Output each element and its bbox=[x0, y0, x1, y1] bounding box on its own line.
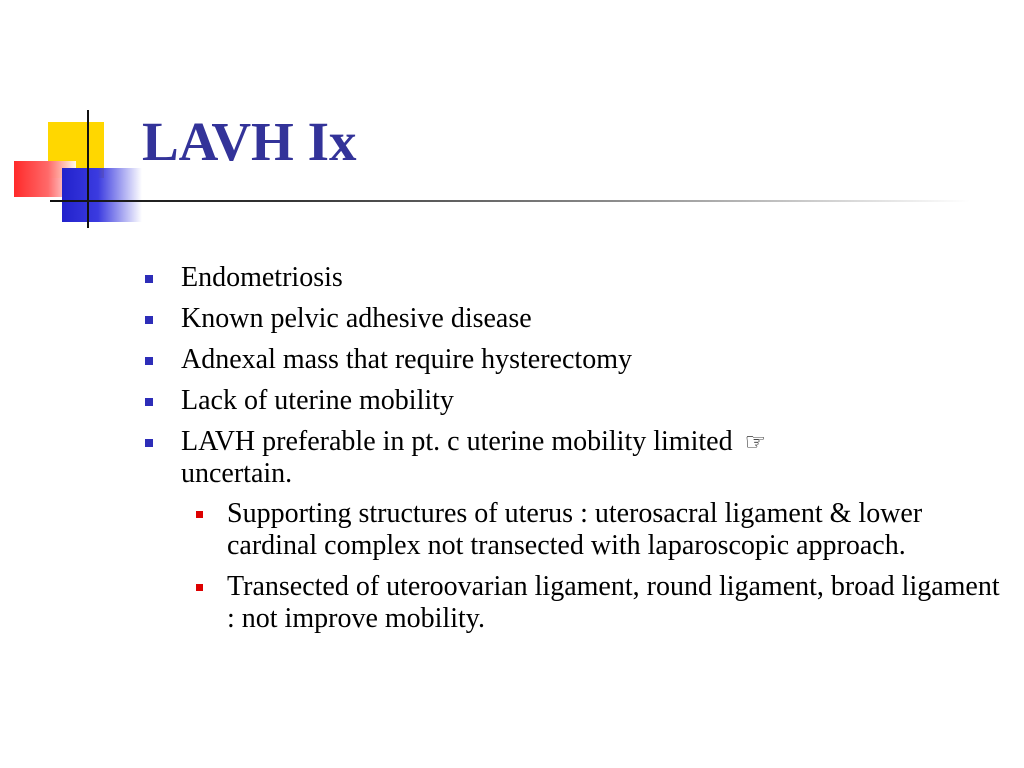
bullet-text: Known pelvic adhesive disease bbox=[181, 303, 532, 334]
decorative-blue-square bbox=[62, 168, 142, 222]
square-bullet-icon bbox=[145, 398, 153, 406]
bullet-text: Endometriosis bbox=[181, 262, 343, 293]
square-bullet-icon bbox=[196, 584, 203, 591]
decorative-vertical-line bbox=[87, 110, 89, 228]
sub-bullet-text: Supporting structures of uterus : uterosacral ligament & lower cardinal complex not transected with laparoscopic approach. bbox=[227, 498, 923, 561]
title-underline bbox=[50, 200, 970, 202]
sub-bullet-text: Transected of uteroovarian ligament, round ligament, broad ligament : not improve mobility. bbox=[227, 571, 1000, 634]
sub-bullet-item bbox=[181, 571, 1010, 635]
slide-title: LAVH Ix bbox=[142, 111, 357, 172]
bullet-text: LAVH preferable in pt. c uterine mobility limited bbox=[181, 426, 733, 457]
bullet-text: Lack of uterine mobility bbox=[181, 385, 454, 416]
bullet-text: Adnexal mass that require hysterectomy bbox=[181, 344, 632, 375]
square-bullet-icon bbox=[145, 439, 153, 447]
pointing-hand-icon: ☞ bbox=[744, 428, 767, 456]
bullet-item bbox=[140, 344, 1010, 376]
bullet-text-continued: uncertain. bbox=[181, 458, 293, 489]
bullet-item bbox=[140, 426, 1010, 635]
bullet-item bbox=[140, 303, 1010, 335]
sub-bullet-list bbox=[181, 498, 1010, 635]
bullet-item bbox=[140, 262, 1010, 294]
bullet-list bbox=[140, 262, 1010, 644]
square-bullet-icon bbox=[196, 511, 203, 518]
square-bullet-icon bbox=[145, 316, 153, 324]
bullet-item bbox=[140, 385, 1010, 417]
sub-bullet-item bbox=[181, 498, 1010, 562]
square-bullet-icon bbox=[145, 275, 153, 283]
square-bullet-icon bbox=[145, 357, 153, 365]
